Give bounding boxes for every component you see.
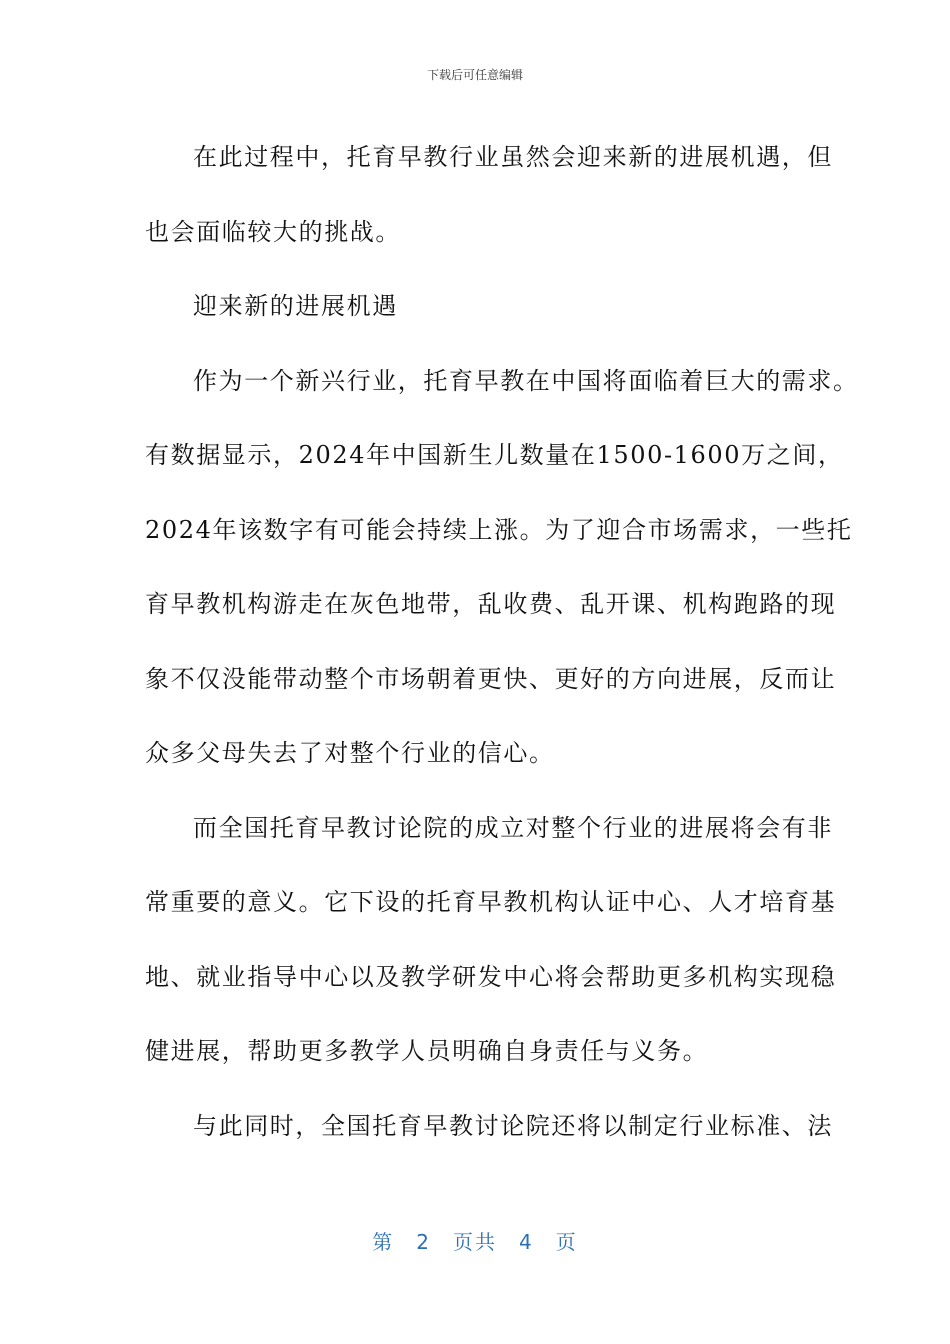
text-line: 象不仅没能带动整个市场朝着更快、更好的方向进展，反而让 (145, 664, 837, 693)
text-line: 作为一个新兴行业，托育早教在中国将面临着巨大的需求。 (193, 366, 859, 395)
total-pages-number: 4 (519, 1230, 534, 1254)
text-line: 2024年该数字有可能会持续上涨。为了迎合市场需求，一些托 (145, 515, 853, 544)
current-page-number: 2 (416, 1230, 431, 1254)
page-label-suffix: 页 (555, 1230, 578, 1254)
text-line: 有数据显示，2024年中国新生儿数量在1500-1600万之间， (145, 441, 844, 469)
text-line: 众多父母失去了对整个行业的信心。 (145, 739, 555, 767)
text-line: 育早教机构游走在灰色地带，乱收费、乱开课、机构跑路的现 (145, 590, 837, 618)
text-line: 也会面临较大的挑战。 (145, 217, 401, 246)
text-line: 在此过程中，托育早教行业虽然会迎来新的进展机遇，但 (193, 143, 833, 171)
page-label-middle: 页共 (453, 1230, 497, 1254)
document-body (145, 120, 859, 1163)
section-heading: 迎来新的进展机遇 (193, 292, 398, 320)
page-header: 下载后可任意编辑 (426, 68, 523, 82)
page-footer (0, 1226, 950, 1255)
text-line: 与此同时，全国托育早教讨论院还将以制定行业标准、法 (193, 1111, 833, 1140)
text-line: 而全国托育早教讨论院的成立对整个行业的进展将会有非 (193, 813, 833, 842)
text-line: 健进展，帮助更多教学人员明确自身责任与义务。 (145, 1037, 709, 1065)
text-line: 常重要的意义。它下设的托育早教机构认证中心、人才培育基 (145, 888, 837, 916)
text-line: 地、就业指导中心以及教学研发中心将会帮助更多机构实现稳 (145, 962, 837, 991)
page-label-prefix: 第 (372, 1230, 395, 1254)
